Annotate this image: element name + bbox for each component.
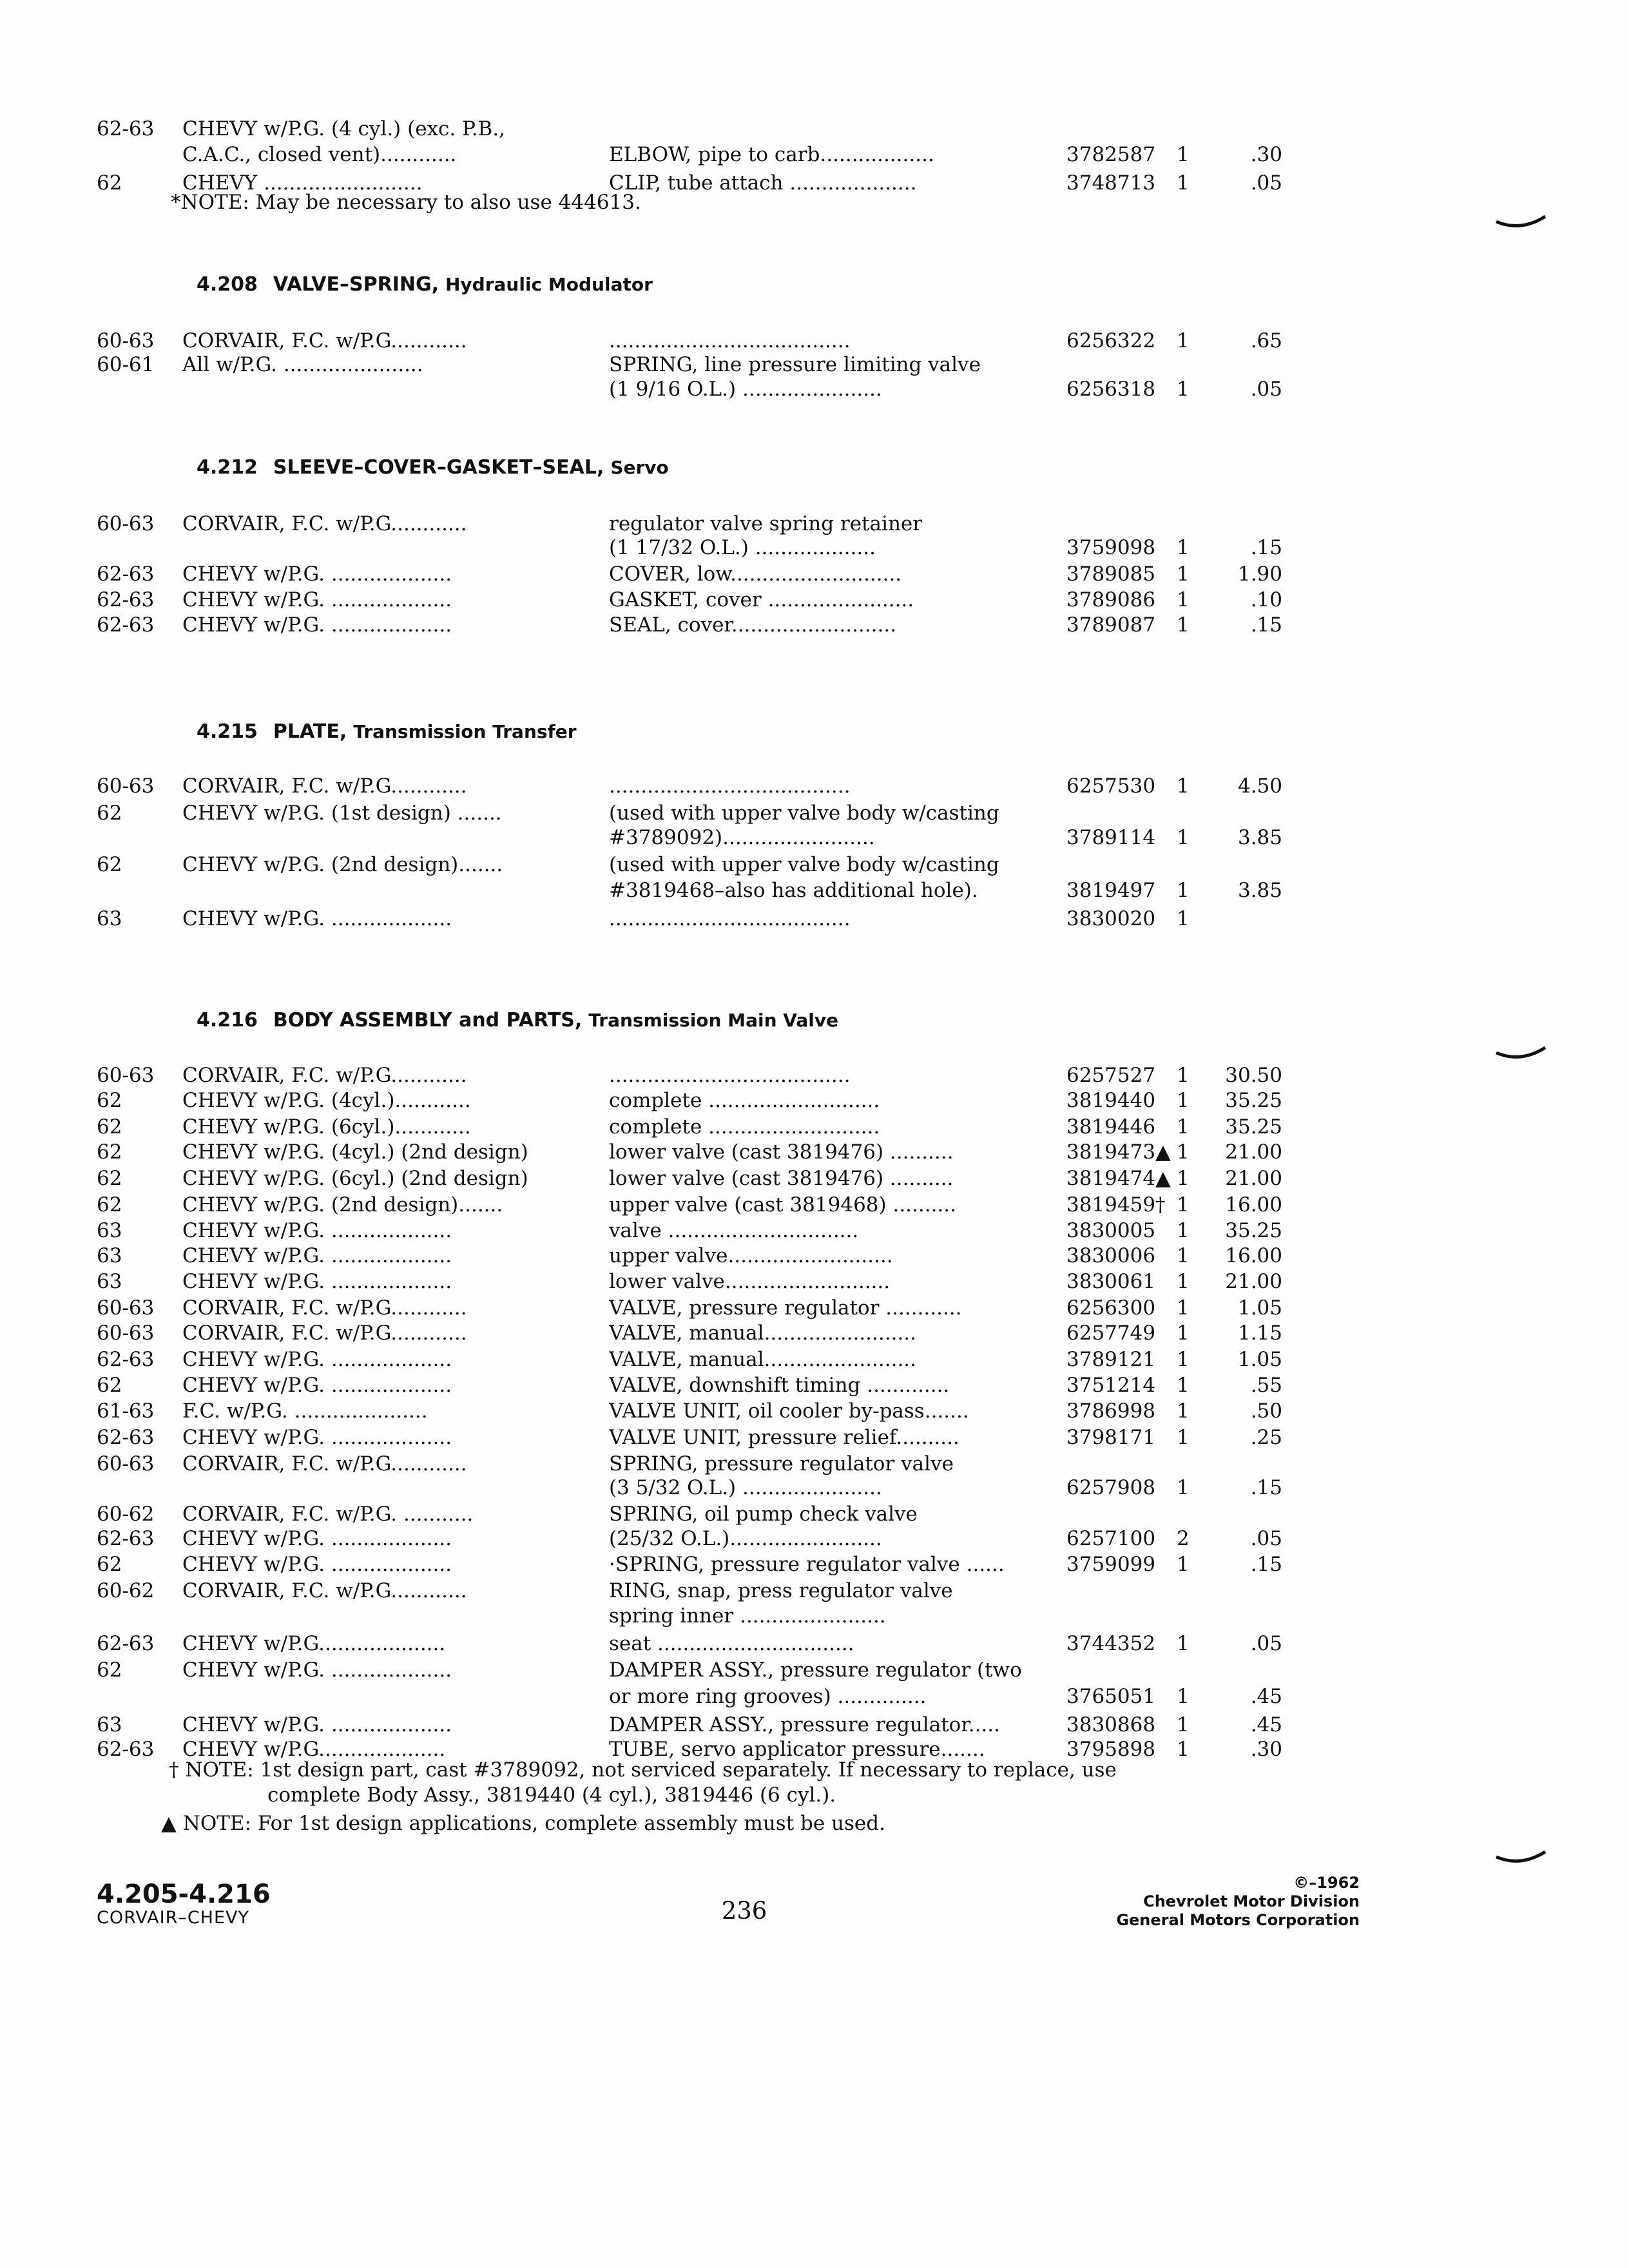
part-number: 3751214 [1066, 1374, 1156, 1397]
list-price: 1.05 [1237, 1348, 1282, 1371]
application: CORVAIR, F.C. w/P.G. ........... [182, 1503, 474, 1526]
part-description: lower valve.......................... [609, 1270, 891, 1293]
part-description: (1 9/16 O.L.) ...................... [609, 378, 882, 401]
part-number: 3789121 [1066, 1348, 1156, 1371]
parts-row [0, 1423, 1629, 1452]
parts-row [0, 1524, 1629, 1553]
list-price: 16.00 [1225, 1244, 1282, 1267]
model-year: 60-62 [97, 1503, 155, 1526]
parts-row [0, 1267, 1629, 1296]
part-description: COVER, low........................... [609, 562, 902, 586]
application: CORVAIR, F.C. w/P.G............ [182, 1452, 467, 1475]
section-number: 4.215 [197, 720, 258, 743]
model-year: 63 [97, 1244, 122, 1267]
list-price: .65 [1250, 329, 1282, 352]
model-year: 62 [97, 1553, 122, 1576]
quantity: 1 [1177, 1219, 1190, 1242]
list-price: .15 [1250, 1476, 1282, 1499]
page-number: 236 [721, 1897, 767, 1925]
footer-section-range: 4.205-4.216 [97, 1879, 271, 1909]
application: CORVAIR, F.C. w/P.G............ [182, 1296, 467, 1320]
part-description: VALVE, pressure regulator ............ [609, 1296, 962, 1320]
quantity: 1 [1177, 1348, 1190, 1371]
part-number: 3830020 [1066, 907, 1156, 930]
part-number: 3786998 [1066, 1399, 1156, 1423]
list-price: .15 [1250, 536, 1282, 559]
part-description: (used with upper valve body w/casting [609, 802, 999, 825]
section-number: 4.212 [197, 456, 258, 479]
parts-row [0, 611, 1629, 639]
parts-row [0, 1086, 1629, 1115]
part-number: 3819473▲ [1066, 1140, 1171, 1164]
list-price: 3.85 [1237, 879, 1282, 902]
part-description: VALVE, downshift timing ............. [609, 1374, 950, 1397]
parts-row [0, 772, 1629, 800]
part-description: (used with upper valve body w/casting [609, 853, 999, 876]
part-description: lower valve (cast 3819476) .......... [609, 1140, 954, 1164]
section-number: 4.208 [197, 273, 258, 296]
quantity: 1 [1177, 1321, 1190, 1345]
part-number: 3830006 [1066, 1244, 1156, 1267]
part-description: ...................................... [609, 907, 851, 930]
part-number: 6257749 [1066, 1321, 1156, 1345]
part-description: lower valve (cast 3819476) .......... [609, 1167, 954, 1190]
application: CHEVY w/P.G. (4 cyl.) (exc. P.B., [182, 117, 506, 140]
part-number: 6257100 [1066, 1527, 1156, 1550]
section-subtitle: Servo [610, 457, 669, 478]
list-price: .45 [1250, 1685, 1282, 1708]
list-price: 21.00 [1225, 1270, 1282, 1293]
publisher-line-1: Chevrolet Motor Division [1143, 1892, 1360, 1910]
model-year: 60-63 [97, 329, 155, 352]
list-price: .05 [1250, 378, 1282, 401]
model-year: 62-63 [97, 613, 155, 637]
part-description: SPRING, pressure regulator valve [609, 1452, 954, 1475]
application: F.C. w/P.G. ..................... [182, 1399, 428, 1423]
part-description: regulator valve spring retainer [609, 512, 923, 535]
list-price: 16.00 [1225, 1193, 1282, 1216]
part-description: or more ring grooves) .............. [609, 1685, 927, 1708]
application: CHEVY w/P.G. (4cyl.)............ [182, 1089, 471, 1112]
application: All w/P.G. ...................... [182, 353, 423, 376]
model-year: 63 [97, 907, 122, 930]
copyright: ©–1962 [1293, 1874, 1360, 1892]
application: CHEVY w/P.G. (1st design) ....... [182, 802, 502, 825]
parts-row [0, 905, 1629, 933]
part-description: VALVE UNIT, pressure relief.......... [609, 1426, 959, 1449]
section-heading [197, 717, 577, 747]
list-price: .50 [1250, 1399, 1282, 1423]
part-description: RING, snap, press regulator valve [609, 1579, 953, 1602]
model-year: 62 [97, 1089, 122, 1112]
model-year: 60-63 [97, 512, 155, 535]
part-description: complete ........................... [609, 1115, 880, 1139]
application: CHEVY ......................... [182, 171, 423, 195]
model-year: 62-63 [97, 1426, 155, 1449]
application: CHEVY w/P.G. ................... [182, 1374, 452, 1397]
part-number: 3789087 [1066, 613, 1156, 637]
application: CHEVY w/P.G.................... [182, 1738, 446, 1761]
note-triangle: ▲ NOTE: For 1st design applications, complete assembly must be used. [161, 1812, 885, 1835]
model-year: 62 [97, 1115, 122, 1139]
part-description: (25/32 O.L.)........................ [609, 1527, 882, 1550]
list-price: 3.85 [1237, 826, 1282, 849]
model-year: 62 [97, 1167, 122, 1190]
list-price: 35.25 [1225, 1115, 1282, 1139]
binder-mark-icon [1495, 213, 1547, 232]
application: CHEVY w/P.G. ................... [182, 1219, 452, 1242]
quantity: 1 [1177, 879, 1190, 902]
quantity: 1 [1177, 143, 1190, 166]
parts-row [0, 1397, 1629, 1425]
parts-row [0, 1682, 1629, 1711]
binder-mark-icon [1495, 1848, 1547, 1867]
part-description: DAMPER ASSY., pressure regulator (two [609, 1658, 1022, 1682]
quantity: 1 [1177, 1426, 1190, 1449]
model-year: 62 [97, 1374, 122, 1397]
section-heading [197, 270, 653, 300]
section-heading [197, 1006, 838, 1035]
application: CHEVY w/P.G. ................... [182, 1270, 452, 1293]
quantity: 1 [1177, 1713, 1190, 1736]
parts-row [0, 1550, 1629, 1579]
part-description: GASKET, cover ....................... [609, 588, 914, 611]
application: CHEVY w/P.G. ................... [182, 1658, 452, 1682]
section-number: 4.216 [197, 1009, 258, 1032]
list-price: 4.50 [1237, 774, 1282, 798]
list-price: .25 [1250, 1426, 1282, 1449]
parts-row [0, 1345, 1629, 1374]
list-price: .30 [1250, 1738, 1282, 1761]
section-heading [197, 453, 669, 483]
model-year: 63 [97, 1270, 122, 1293]
part-number: 3819440 [1066, 1089, 1156, 1112]
model-year: 62-63 [97, 1348, 155, 1371]
part-description: #3789092)........................ [609, 826, 875, 849]
list-price: 35.25 [1225, 1089, 1282, 1112]
list-price: 21.00 [1225, 1140, 1282, 1164]
part-number: 3819459† [1066, 1193, 1166, 1216]
application: CORVAIR, F.C. w/P.G............ [182, 774, 467, 798]
section-title: VALVE–SPRING, [273, 273, 439, 296]
section-subtitle: Hydraulic Modulator [445, 274, 653, 295]
part-number: 3789085 [1066, 562, 1156, 586]
parts-row [0, 1294, 1629, 1322]
application: CHEVY w/P.G. ................... [182, 1553, 452, 1576]
model-year: 63 [97, 1713, 122, 1736]
parts-row [0, 876, 1629, 905]
part-description: CLIP, tube attach .................... [609, 171, 917, 195]
quantity: 1 [1177, 171, 1190, 195]
application: CHEVY w/P.G. (2nd design)....... [182, 1193, 503, 1216]
application: CHEVY w/P.G.................... [182, 1632, 446, 1655]
note-dagger-continued: complete Body Assy., 3819440 (4 cyl.), 3819446 (6 cyl.). [267, 1783, 836, 1807]
parts-row [0, 1474, 1629, 1502]
parts-row [0, 1371, 1629, 1399]
part-number: 6257908 [1066, 1476, 1156, 1499]
list-price: 35.25 [1225, 1219, 1282, 1242]
model-year: 60-63 [97, 1321, 155, 1345]
list-price: .45 [1250, 1713, 1282, 1736]
part-number: 3830005 [1066, 1219, 1156, 1242]
model-year: 60-63 [97, 1452, 155, 1475]
quantity: 1 [1177, 1244, 1190, 1267]
model-year: 62-63 [97, 588, 155, 611]
parts-row [0, 560, 1629, 588]
footer-subtitle: CORVAIR–CHEVY [97, 1908, 250, 1928]
part-number: 3830061 [1066, 1270, 1156, 1293]
part-number: 3748713 [1066, 171, 1156, 195]
list-price: 30.50 [1225, 1064, 1282, 1087]
part-number: 6256300 [1066, 1296, 1156, 1320]
application: CORVAIR, F.C. w/P.G............ [182, 329, 467, 352]
part-description: #3819468–also has additional hole). [609, 879, 978, 902]
parts-row [0, 1602, 1629, 1630]
part-description: VALVE UNIT, oil cooler by-pass....... [609, 1399, 969, 1423]
part-number: 3830868 [1066, 1713, 1156, 1736]
parts-row [0, 823, 1629, 852]
parts-row [0, 1113, 1629, 1141]
part-description: ·SPRING, pressure regulator valve ...... [609, 1553, 1005, 1576]
application: CHEVY w/P.G. (2nd design)....... [182, 853, 503, 876]
application: C.A.C., closed vent)............ [182, 143, 457, 166]
part-description: TUBE, servo applicator pressure....... [609, 1738, 985, 1761]
quantity: 1 [1177, 1738, 1190, 1761]
part-number: 3798171 [1066, 1426, 1156, 1449]
quantity: 1 [1177, 1115, 1190, 1139]
part-number: 3795898 [1066, 1738, 1156, 1761]
list-price: 1.90 [1237, 562, 1282, 586]
model-year: 60-63 [97, 774, 155, 798]
model-year: 62-63 [97, 117, 155, 140]
quantity: 1 [1177, 378, 1190, 401]
parts-row [0, 533, 1629, 562]
list-price: .10 [1250, 588, 1282, 611]
part-description: seat ............................... [609, 1632, 854, 1655]
quantity: 1 [1177, 1632, 1190, 1655]
quantity: 1 [1177, 1399, 1190, 1423]
parts-row [0, 115, 1629, 143]
quantity: 1 [1177, 1685, 1190, 1708]
part-description: VALVE, manual........................ [609, 1321, 917, 1345]
model-year: 60-63 [97, 1296, 155, 1320]
part-description: ELBOW, pipe to carb.................. [609, 143, 934, 166]
application: CHEVY w/P.G. ................... [182, 907, 452, 930]
application: CHEVY w/P.G. ................... [182, 1348, 452, 1371]
application: CHEVY w/P.G. ................... [182, 1244, 452, 1267]
parts-row [0, 586, 1629, 614]
part-description: SEAL, cover.......................... [609, 613, 897, 637]
part-description: (3 5/32 O.L.) ...................... [609, 1476, 882, 1499]
header-note: *NOTE: May be necessary to also use 444613. [171, 191, 641, 214]
model-year: 62-63 [97, 1738, 155, 1761]
model-year: 63 [97, 1219, 122, 1242]
part-description: complete ........................... [609, 1089, 880, 1112]
note-dagger: † NOTE: 1st design part, cast #3789092, not serviced separately. If necessary to replace, use [169, 1758, 1117, 1782]
application: CHEVY w/P.G. (6cyl.)............ [182, 1115, 471, 1139]
model-year: 62 [97, 802, 122, 825]
application: CORVAIR, F.C. w/P.G............ [182, 512, 467, 535]
model-year: 60-62 [97, 1579, 155, 1602]
section-subtitle: Transmission Main Valve [588, 1010, 839, 1031]
parts-row [0, 1164, 1629, 1193]
model-year: 62 [97, 1193, 122, 1216]
application: CORVAIR, F.C. w/P.G............ [182, 1579, 467, 1602]
part-number: 6256322 [1066, 329, 1156, 352]
part-number: 3819446 [1066, 1115, 1156, 1139]
application: CHEVY w/P.G. ................... [182, 562, 452, 586]
parts-row [0, 1656, 1629, 1684]
quantity: 2 [1177, 1527, 1190, 1550]
part-number: 3819497 [1066, 879, 1156, 902]
part-description: SPRING, oil pump check valve [609, 1503, 918, 1526]
part-number: 6257527 [1066, 1064, 1156, 1087]
part-number: 3765051 [1066, 1685, 1156, 1708]
application: CORVAIR, F.C. w/P.G............ [182, 1321, 467, 1345]
parts-row [0, 1629, 1629, 1658]
part-number: 3819474▲ [1066, 1167, 1171, 1190]
part-description: ...................................... [609, 329, 851, 352]
section-title: PLATE, [273, 720, 347, 743]
part-description: upper valve (cast 3819468) .......... [609, 1193, 957, 1216]
quantity: 1 [1177, 774, 1190, 798]
part-number: 3759099 [1066, 1553, 1156, 1576]
application: CHEVY w/P.G. (6cyl.) (2nd design) [182, 1167, 528, 1190]
list-price: .30 [1250, 143, 1282, 166]
part-description: VALVE, manual........................ [609, 1348, 917, 1371]
model-year: 62-63 [97, 562, 155, 586]
part-description: (1 17/32 O.L.) ................... [609, 536, 876, 559]
list-price: .15 [1250, 613, 1282, 637]
quantity: 1 [1177, 613, 1190, 637]
application: CHEVY w/P.G. ................... [182, 1713, 452, 1736]
part-description: ...................................... [609, 1064, 851, 1087]
part-number: 3759098 [1066, 536, 1156, 559]
part-description: DAMPER ASSY., pressure regulator..... [609, 1713, 1000, 1736]
application: CHEVY w/P.G. ................... [182, 1426, 452, 1449]
quantity: 1 [1177, 1089, 1190, 1112]
parts-row [0, 850, 1629, 879]
model-year: 62 [97, 853, 122, 876]
quantity: 1 [1177, 826, 1190, 849]
quantity: 1 [1177, 1374, 1190, 1397]
model-year: 60-63 [97, 1064, 155, 1087]
application: CHEVY w/P.G. ................... [182, 1527, 452, 1550]
model-year: 61-63 [97, 1399, 155, 1423]
quantity: 1 [1177, 1553, 1190, 1576]
application: CORVAIR, F.C. w/P.G............ [182, 1064, 467, 1087]
quantity: 1 [1177, 1193, 1190, 1216]
parts-row [0, 1242, 1629, 1270]
quantity: 1 [1177, 907, 1190, 930]
part-number: 3789114 [1066, 826, 1156, 849]
part-description: SPRING, line pressure limiting valve [609, 353, 981, 376]
parts-row [0, 1319, 1629, 1347]
part-number: 3789086 [1066, 588, 1156, 611]
part-number: 6257530 [1066, 774, 1156, 798]
list-price: .55 [1250, 1374, 1282, 1397]
parts-row [0, 1138, 1629, 1166]
quantity: 1 [1177, 1140, 1190, 1164]
list-price: .05 [1250, 171, 1282, 195]
publisher-line-2: General Motors Corporation [1116, 1911, 1360, 1929]
footer-publisher [1057, 1874, 1360, 1930]
list-price: 21.00 [1225, 1167, 1282, 1190]
model-year: 62-63 [97, 1527, 155, 1550]
quantity: 1 [1177, 1167, 1190, 1190]
part-number: 3782587 [1066, 143, 1156, 166]
part-description: valve .............................. [609, 1219, 859, 1242]
binder-mark-icon [1495, 1044, 1547, 1063]
quantity: 1 [1177, 562, 1190, 586]
list-price: 1.05 [1237, 1296, 1282, 1320]
model-year: 62 [97, 171, 122, 195]
section-subtitle: Transmission Transfer [353, 721, 577, 742]
parts-row [0, 1191, 1629, 1219]
quantity: 1 [1177, 1064, 1190, 1087]
quantity: 1 [1177, 1270, 1190, 1293]
quantity: 1 [1177, 1476, 1190, 1499]
parts-row [0, 1577, 1629, 1605]
model-year: 62-63 [97, 1632, 155, 1655]
application: CHEVY w/P.G. ................... [182, 588, 452, 611]
model-year: 62 [97, 1658, 122, 1682]
list-price: 1.15 [1237, 1321, 1282, 1345]
quantity: 1 [1177, 329, 1190, 352]
parts-row [0, 1061, 1629, 1090]
parts-row [0, 140, 1629, 169]
part-description: upper valve.......................... [609, 1244, 893, 1267]
part-description: ...................................... [609, 774, 851, 798]
list-price: .15 [1250, 1553, 1282, 1576]
list-price: .05 [1250, 1632, 1282, 1655]
quantity: 1 [1177, 588, 1190, 611]
quantity: 1 [1177, 536, 1190, 559]
model-year: 60-61 [97, 353, 155, 376]
section-title: SLEEVE–COVER–GASKET–SEAL, [273, 456, 604, 479]
application: CHEVY w/P.G. (4cyl.) (2nd design) [182, 1140, 528, 1164]
parts-row [0, 1216, 1629, 1245]
quantity: 1 [1177, 1296, 1190, 1320]
application: CHEVY w/P.G. ................... [182, 613, 452, 637]
part-number: 3744352 [1066, 1632, 1156, 1655]
list-price: .05 [1250, 1527, 1282, 1550]
part-number: 6256318 [1066, 378, 1156, 401]
model-year: 62 [97, 1140, 122, 1164]
section-title: BODY ASSEMBLY and PARTS, [273, 1009, 583, 1032]
part-description: spring inner ....................... [609, 1604, 886, 1628]
parts-row [0, 375, 1629, 403]
